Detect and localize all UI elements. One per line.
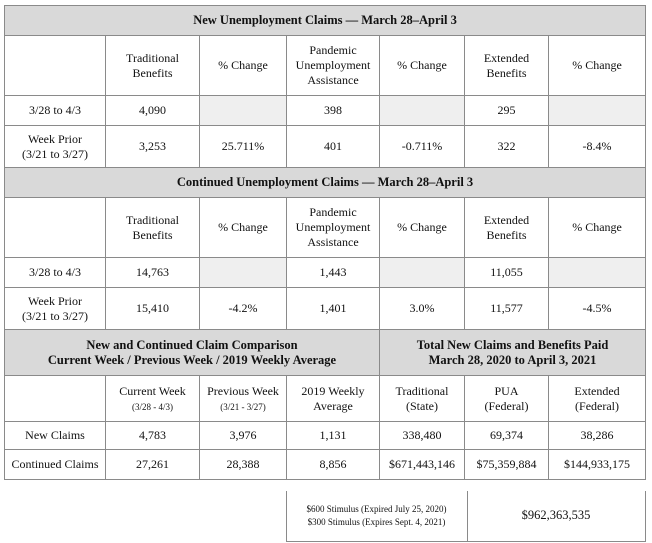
comparison-col-current: Current Week (3/28 - 4/3) — [106, 376, 200, 422]
unemployment-report-table — [4, 5, 646, 480]
continued-claims-col-pct1: % Change — [200, 198, 287, 258]
table-cell: -4.5% — [549, 288, 646, 330]
table-cell: 15,410 — [106, 288, 200, 330]
comparison-col-2019: 2019 Weekly Average — [287, 376, 380, 422]
comparison-title: New and Continued Claim Comparison Current Week / Previous Week / 2019 Weekly Average — [5, 330, 380, 376]
totals-title: Total New Claims and Benefits Paid March 28, 2020 to April 3, 2021 — [380, 330, 646, 376]
new-claims-row-current — [5, 96, 646, 126]
comparison-header-empty — [5, 376, 106, 422]
totals-col-traditional: Traditional (State) — [380, 376, 465, 422]
table-cell: 38,286 — [549, 422, 646, 450]
continued-claims-col-pct3: % Change — [549, 198, 646, 258]
table-cell: 4,090 — [106, 96, 200, 126]
table-cell: -0.711% — [380, 126, 465, 168]
table-cell: 3,253 — [106, 126, 200, 168]
totals-col-extended: Extended (Federal) — [549, 376, 646, 422]
row-label: Continued Claims — [5, 450, 106, 480]
comparison-col-previous: Previous Week (3/21 - 3/27) — [200, 376, 287, 422]
row-label: Week Prior (3/21 to 3/27) — [5, 288, 106, 330]
table-cell: 8,856 — [287, 450, 380, 480]
table-cell: -4.2% — [200, 288, 287, 330]
stimulus-spacer — [4, 491, 286, 541]
new-claims-col-pct3: % Change — [549, 36, 646, 96]
row-label: New Claims — [5, 422, 106, 450]
table-cell: 401 — [287, 126, 380, 168]
table-cell: $144,933,175 — [549, 450, 646, 480]
table-cell: 1,131 — [287, 422, 380, 450]
table-cell: $75,359,884 — [465, 450, 549, 480]
continued-claims-col-pua: Pandemic Unemployment Assistance — [287, 198, 380, 258]
stimulus-table — [4, 491, 646, 542]
new-claims-title: New Unemployment Claims — March 28–April 3 — [5, 6, 646, 36]
new-claims-col-pct2: % Change — [380, 36, 465, 96]
table-cell: 322 — [465, 126, 549, 168]
row-label: 3/28 to 4/3 — [5, 96, 106, 126]
stimulus-notes: $600 Stimulus (Expired July 25, 2020) $300 Stimulus (Expires Sept. 4, 2021) — [286, 491, 467, 541]
table-cell-empty — [549, 96, 646, 126]
table-cell: 28,388 — [200, 450, 287, 480]
table-cell: $671,443,146 — [380, 450, 465, 480]
continued-claims-title: Continued Unemployment Claims — March 28–April 3 — [5, 168, 646, 198]
table-cell-empty — [380, 258, 465, 288]
table-cell: 3,976 — [200, 422, 287, 450]
comparison-row-continued — [5, 450, 646, 480]
table-cell: 3.0% — [380, 288, 465, 330]
comparison-row-new — [5, 422, 646, 450]
table-cell: 14,763 — [106, 258, 200, 288]
new-claims-header-empty — [5, 36, 106, 96]
table-cell-empty — [200, 96, 287, 126]
new-claims-col-traditional: Traditional Benefits — [106, 36, 200, 96]
table-cell: 11,577 — [465, 288, 549, 330]
continued-claims-col-extended: Extended Benefits — [465, 198, 549, 258]
table-cell: 1,443 — [287, 258, 380, 288]
table-cell: 4,783 — [106, 422, 200, 450]
new-claims-col-extended: Extended Benefits — [465, 36, 549, 96]
table-cell-empty — [380, 96, 465, 126]
continued-claims-header-empty — [5, 198, 106, 258]
new-claims-col-pua: Pandemic Unemployment Assistance — [287, 36, 380, 96]
continued-claims-col-pct2: % Change — [380, 198, 465, 258]
table-cell: 1,401 — [287, 288, 380, 330]
table-cell: 25.711% — [200, 126, 287, 168]
table-cell: 398 — [287, 96, 380, 126]
new-claims-col-pct1: % Change — [200, 36, 287, 96]
table-cell: 295 — [465, 96, 549, 126]
table-cell-empty — [549, 258, 646, 288]
table-cell: 338,480 — [380, 422, 465, 450]
stimulus-total: $962,363,535 — [467, 491, 645, 541]
continued-claims-col-traditional: Traditional Benefits — [106, 198, 200, 258]
table-cell: 11,055 — [465, 258, 549, 288]
row-label: Week Prior (3/21 to 3/27) — [5, 126, 106, 168]
totals-col-pua: PUA (Federal) — [465, 376, 549, 422]
table-cell: 27,261 — [106, 450, 200, 480]
continued-claims-row-current — [5, 258, 646, 288]
row-label: 3/28 to 4/3 — [5, 258, 106, 288]
table-cell-empty — [200, 258, 287, 288]
new-claims-row-prior — [5, 126, 646, 168]
continued-claims-row-prior — [5, 288, 646, 330]
table-cell: 69,374 — [465, 422, 549, 450]
table-cell: -8.4% — [549, 126, 646, 168]
